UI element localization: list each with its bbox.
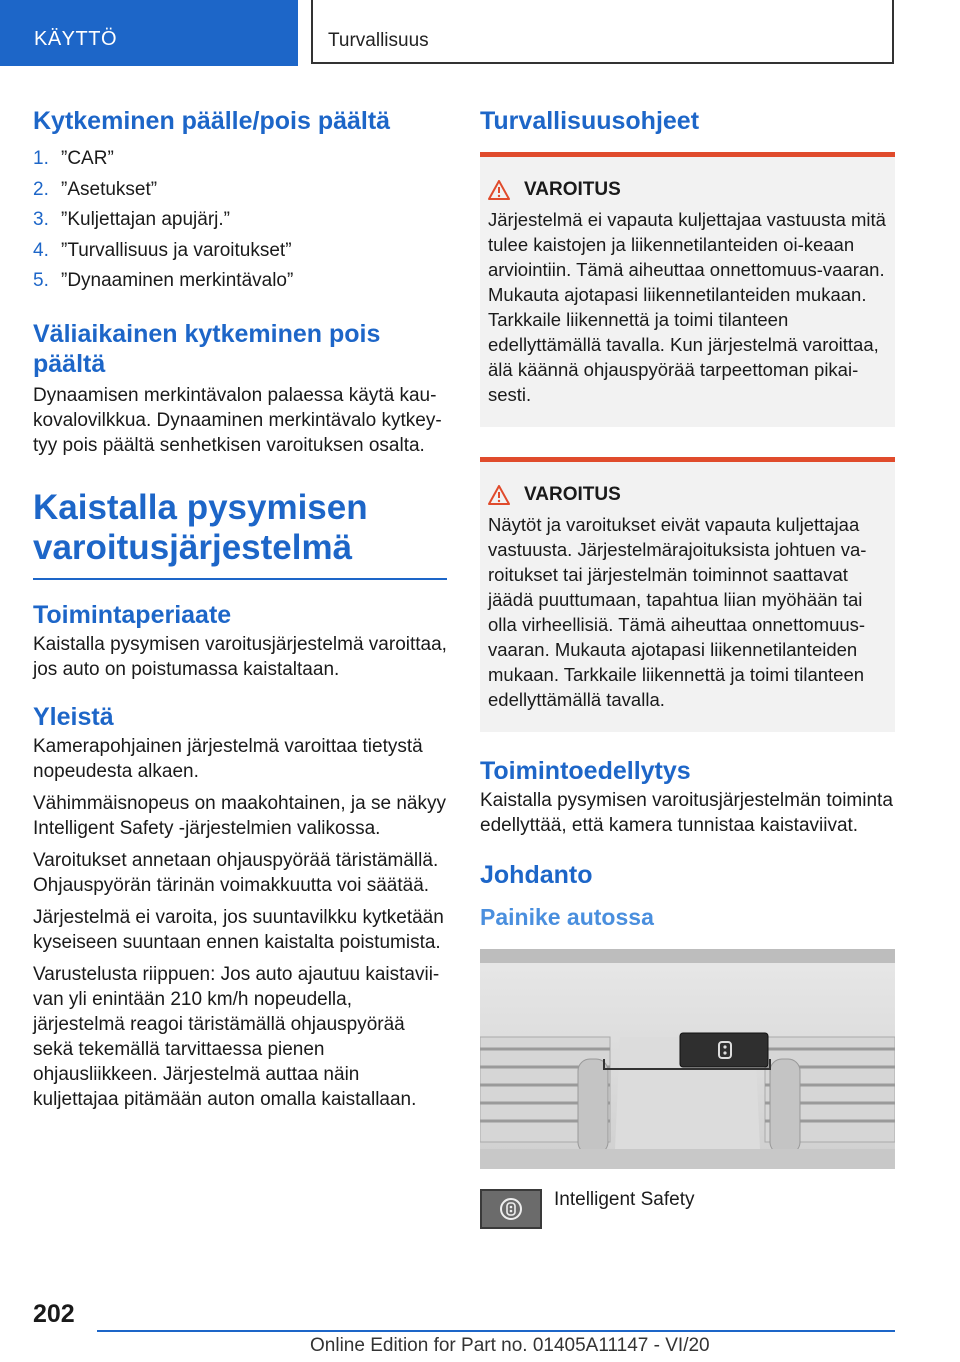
- footer-rule: [97, 1330, 895, 1332]
- warning-box: [480, 152, 895, 427]
- warning-text: Näytöt ja varoitukset eivät vapauta kuljettajaa vastuusta. Järjestelmärajoituksista johtuen va-roitukset tai järjestelmän toiminnot saattavat jäädä puuttumaan, tapahtua liian myöhään tai olla virheellisiä. Tämä aiheuttaa onnettomuus-vaaran. Mukauta ajotapasi liikennetilanteiden mukaan. Tarkkaile liikennettä ja toimi tilanteen edellyttämällä tavalla.: [488, 514, 867, 710]
- warning-triangle-icon: [488, 485, 510, 505]
- chapter-title: Turvallisuus: [328, 30, 429, 51]
- intelligent-safety-button-icon: [480, 1189, 542, 1229]
- step-item: 3. ”Kuljettajan apujärj.”: [33, 209, 230, 230]
- paragraph-general: Kamerapohjainen järjestelmä varoittaa tietystä nopeudesta alkaen.: [33, 735, 423, 782]
- dashboard-illustration: [480, 949, 895, 1169]
- step-item: 5. ”Dynaaminen merkintävalo”: [33, 270, 294, 291]
- paragraph-general: Varoitukset annetaan ohjauspyörää täristämällä. Ohjauspyörän tärinän voimakkuutta voi säätää.: [33, 849, 439, 896]
- right-column: [480, 100, 895, 1229]
- heading-switch: Kytkeminen päälle/pois päältä: [33, 107, 391, 135]
- heading-main: Kaistalla pysymisen varoitusjärjestelmä: [33, 487, 368, 567]
- warning-text: Järjestelmä ei vapauta kuljettajaa vastuusta mitä tulee kaistojen ja liikennetilanteiden oi-keaan arviointiin. Tämä aiheuttaa onnettomuus-vaaran. Mukauta ajotapasi liikennetilanteiden mukaan. Tarkkaile liikennettä ja toimi tilanteen edellyttämällä tavalla. Kun järjestelmä varoittaa, älä käännä ohjauspyörää tarpeettoman pikai-sesti.: [488, 209, 886, 405]
- section-title: KÄYTTÖ: [34, 28, 118, 50]
- chapter-box: [311, 0, 894, 64]
- warning-triangle-icon: [488, 180, 510, 200]
- heading-principle: Toimintaperiaate: [33, 600, 232, 629]
- paragraph-general: Varustelusta riippuen: Jos auto ajautuu kaistavii-van yli enintään 210 km/h nopeudella, järjestelmä reagoi täristämällä ohjauspyörää sekä tekemällä tarvittaessa pienen ohjausliikkeen. Järjestelmä auttaa näin kuljettajaa pitämään auton omalla kaistallaan.: [33, 963, 440, 1110]
- step-item: 1. ”CAR”: [33, 148, 114, 169]
- paragraph-principle: Kaistalla pysymisen varoitusjärjestelmä varoittaa, jos auto on poistumassa kaistaltaan.: [33, 633, 447, 680]
- heading-safety: Turvallisuusohjeet: [480, 107, 700, 135]
- button-label: Intelligent Safety: [554, 1189, 695, 1210]
- warning-title: VAROITUS: [488, 484, 887, 506]
- section-tab: [0, 0, 298, 66]
- heading-general: Yleistä: [33, 702, 114, 731]
- page-number: 202: [33, 1300, 75, 1328]
- warning-title: VAROITUS: [488, 179, 887, 201]
- heading-requirement: Toimintoedellytys: [480, 757, 691, 785]
- paragraph-general: Järjestelmä ei varoita, jos suuntavilkku kytketään kyseiseen suuntaan ennen kaistalta poistumista.: [33, 906, 444, 953]
- dashboard-photo: [480, 949, 895, 1169]
- heading-temporary: Väliaikainen kytkeminen pois päältä: [33, 319, 381, 378]
- heading-button: Painike autossa: [480, 904, 654, 930]
- paragraph-general: Vähimmäisnopeus on maakohtainen, ja se näkyy Intelligent Safety -järjestelmien valikossa.: [33, 792, 446, 839]
- button-legend: [480, 1189, 895, 1229]
- step-item: 4. ”Turvallisuus ja varoitukset”: [33, 239, 292, 261]
- steps-list: [33, 144, 447, 297]
- warning-box: [480, 457, 895, 732]
- paragraph-requirement: Kaistalla pysymisen varoitusjärjestelmän toiminta edellyttää, että kamera tunnistaa kaistaviivat.: [480, 790, 893, 836]
- step-item: 2. ”Asetukset”: [33, 178, 158, 200]
- heading-intro: Johdanto: [480, 861, 593, 889]
- heading-rule: [33, 578, 447, 580]
- left-column: [33, 100, 447, 1112]
- paragraph-temporary: Dynaamisen merkintävalon palaessa käytä kau-kovalovilkkua. Dynaaminen merkintävalo kytkey-tyy pois päältä senhetkisen varoituksen osalta.: [33, 384, 442, 456]
- footer-edition: Online Edition for Part no. 01405A11147 - VI/20: [310, 1335, 710, 1356]
